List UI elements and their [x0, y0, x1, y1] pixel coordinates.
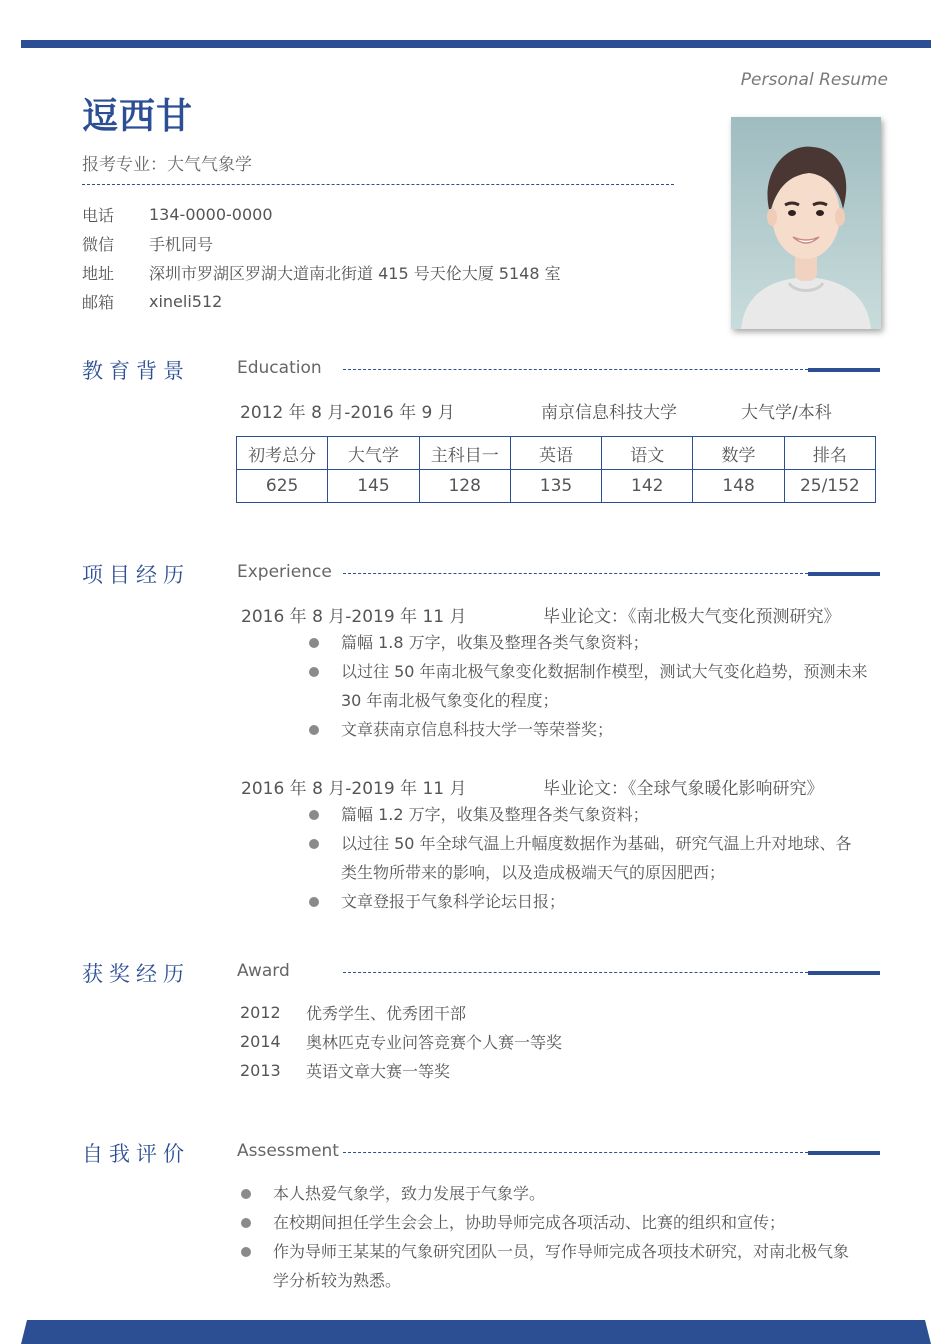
list-item: 篇幅 1.2 万字，收集及整理各类气象资料； [309, 800, 854, 829]
contact-label: 电话 [82, 206, 115, 225]
bullet-icon [309, 667, 319, 677]
project-name: 毕业论文：《南北极大气变化预测研究》 [543, 607, 841, 627]
contact-value: 134-0000-0000 [149, 205, 273, 224]
grades-table [236, 436, 876, 503]
candidate-name: 逗西甘 [82, 96, 194, 137]
assessment-list [241, 1179, 861, 1295]
list-item: 在校期间担任学生会会上，协助导师完成各项活动、比赛的组织和宣传； [241, 1208, 861, 1237]
award-text: 优秀学生、优秀团干部 [306, 1004, 467, 1023]
grade-header: 大气学 [328, 437, 419, 470]
top-accent-bar [21, 40, 931, 48]
contact-info [82, 200, 561, 316]
section-divider [343, 573, 808, 574]
bullet-icon [241, 1189, 251, 1199]
section-accent [808, 572, 880, 576]
bullet-icon [309, 725, 319, 735]
list-item: 本人热爱气象学，致力发展于气象学。 [241, 1179, 861, 1208]
list-item: 以过往 50 年全球气温上升幅度数据作为基础，研究气温上升对地球、各类生物所带来的影响，以及造成极端天气的原因肥西； [309, 829, 854, 887]
contact-email [82, 287, 561, 316]
awards-title: 获奖经历 [82, 962, 190, 986]
award-year: 2013 [240, 1061, 281, 1080]
contact-phone [82, 200, 561, 229]
grade-value: 25/152 [784, 470, 875, 503]
award-year: 2012 [240, 1003, 281, 1022]
grade-header: 英语 [510, 437, 601, 470]
bullet-icon [309, 897, 319, 907]
education-title: 教育背景 [82, 359, 190, 383]
list-item: 篇幅 1.8 万字，收集及整理各类气象资料； [309, 628, 869, 657]
contact-label: 地址 [82, 264, 115, 283]
section-accent [808, 971, 880, 975]
list-item [240, 998, 562, 1027]
section-divider [343, 369, 808, 370]
grade-header: 排名 [784, 437, 875, 470]
bullet-icon [309, 839, 319, 849]
education-title-en: Education [237, 358, 322, 378]
project-bullets [309, 800, 854, 916]
bullet-icon [241, 1218, 251, 1228]
grade-header: 初考总分 [237, 437, 328, 470]
contact-wechat [82, 229, 561, 258]
grade-header: 主科目一 [419, 437, 510, 470]
table-row [237, 470, 876, 503]
education-degree: 大气学/本科 [741, 403, 832, 423]
project-bullets [309, 628, 869, 744]
bullet-icon [241, 1247, 251, 1257]
awards-list [240, 998, 562, 1085]
awards-title-en: Award [237, 961, 290, 981]
list-item: 文章获南京信息科技大学一等荣誉奖； [309, 715, 869, 744]
section-accent [808, 368, 880, 372]
contact-label: 邮箱 [82, 293, 115, 312]
target-major: 报考专业：大气气象学 [82, 155, 252, 175]
grade-value: 142 [602, 470, 693, 503]
assessment-title: 自我评价 [82, 1142, 190, 1166]
award-text: 英语文章大赛一等奖 [306, 1062, 451, 1081]
list-item: 文章登报于气象科学论坛日报； [309, 887, 854, 916]
section-divider [343, 1152, 808, 1153]
list-item: 以过往 50 年南北极气象变化数据制作模型，测试大气变化趋势，预测未来 30 年南北极气象变化的程度； [309, 657, 869, 715]
section-accent [808, 1151, 880, 1155]
header-divider [82, 184, 674, 185]
section-divider [343, 972, 808, 973]
contact-value: xineli512 [149, 292, 223, 311]
list-item [240, 1056, 562, 1085]
contact-value: 手机同号 [149, 235, 214, 254]
award-year: 2014 [240, 1032, 281, 1051]
experience-title-en: Experience [237, 562, 332, 582]
assessment-title-en: Assessment [237, 1141, 339, 1161]
bullet-icon [309, 638, 319, 648]
grade-value: 145 [328, 470, 419, 503]
grade-header: 数学 [693, 437, 784, 470]
education-school: 南京信息科技大学 [541, 403, 677, 423]
contact-address [82, 258, 561, 287]
list-item [240, 1027, 562, 1056]
education-period: 2012 年 8 月-2016 年 9 月 [240, 403, 455, 423]
project-period: 2016 年 8 月-2019 年 11 月 [241, 779, 467, 799]
grade-header: 语文 [602, 437, 693, 470]
grade-value: 148 [693, 470, 784, 503]
resume-label: Personal Resume [740, 70, 888, 90]
contact-value: 深圳市罗湖区罗湖大道南北街道 415 号天伦大厦 5148 室 [149, 264, 561, 283]
table-row [237, 437, 876, 470]
project-period: 2016 年 8 月-2019 年 11 月 [241, 607, 467, 627]
bottom-accent-bar [21, 1320, 931, 1344]
award-text: 奥林匹克专业问答竞赛个人赛一等奖 [306, 1033, 563, 1052]
list-item: 作为导师王某某的气象研究团队一员，写作导师完成各项技术研究，对南北极气象学分析较为熟悉。 [241, 1237, 861, 1295]
contact-label: 微信 [82, 235, 115, 254]
grade-value: 625 [237, 470, 328, 503]
grade-value: 128 [419, 470, 510, 503]
project-name: 毕业论文：《全球气象暖化影响研究》 [543, 779, 824, 799]
profile-photo [731, 117, 881, 329]
experience-title: 项目经历 [82, 563, 190, 587]
grade-value: 135 [510, 470, 601, 503]
bullet-icon [309, 810, 319, 820]
